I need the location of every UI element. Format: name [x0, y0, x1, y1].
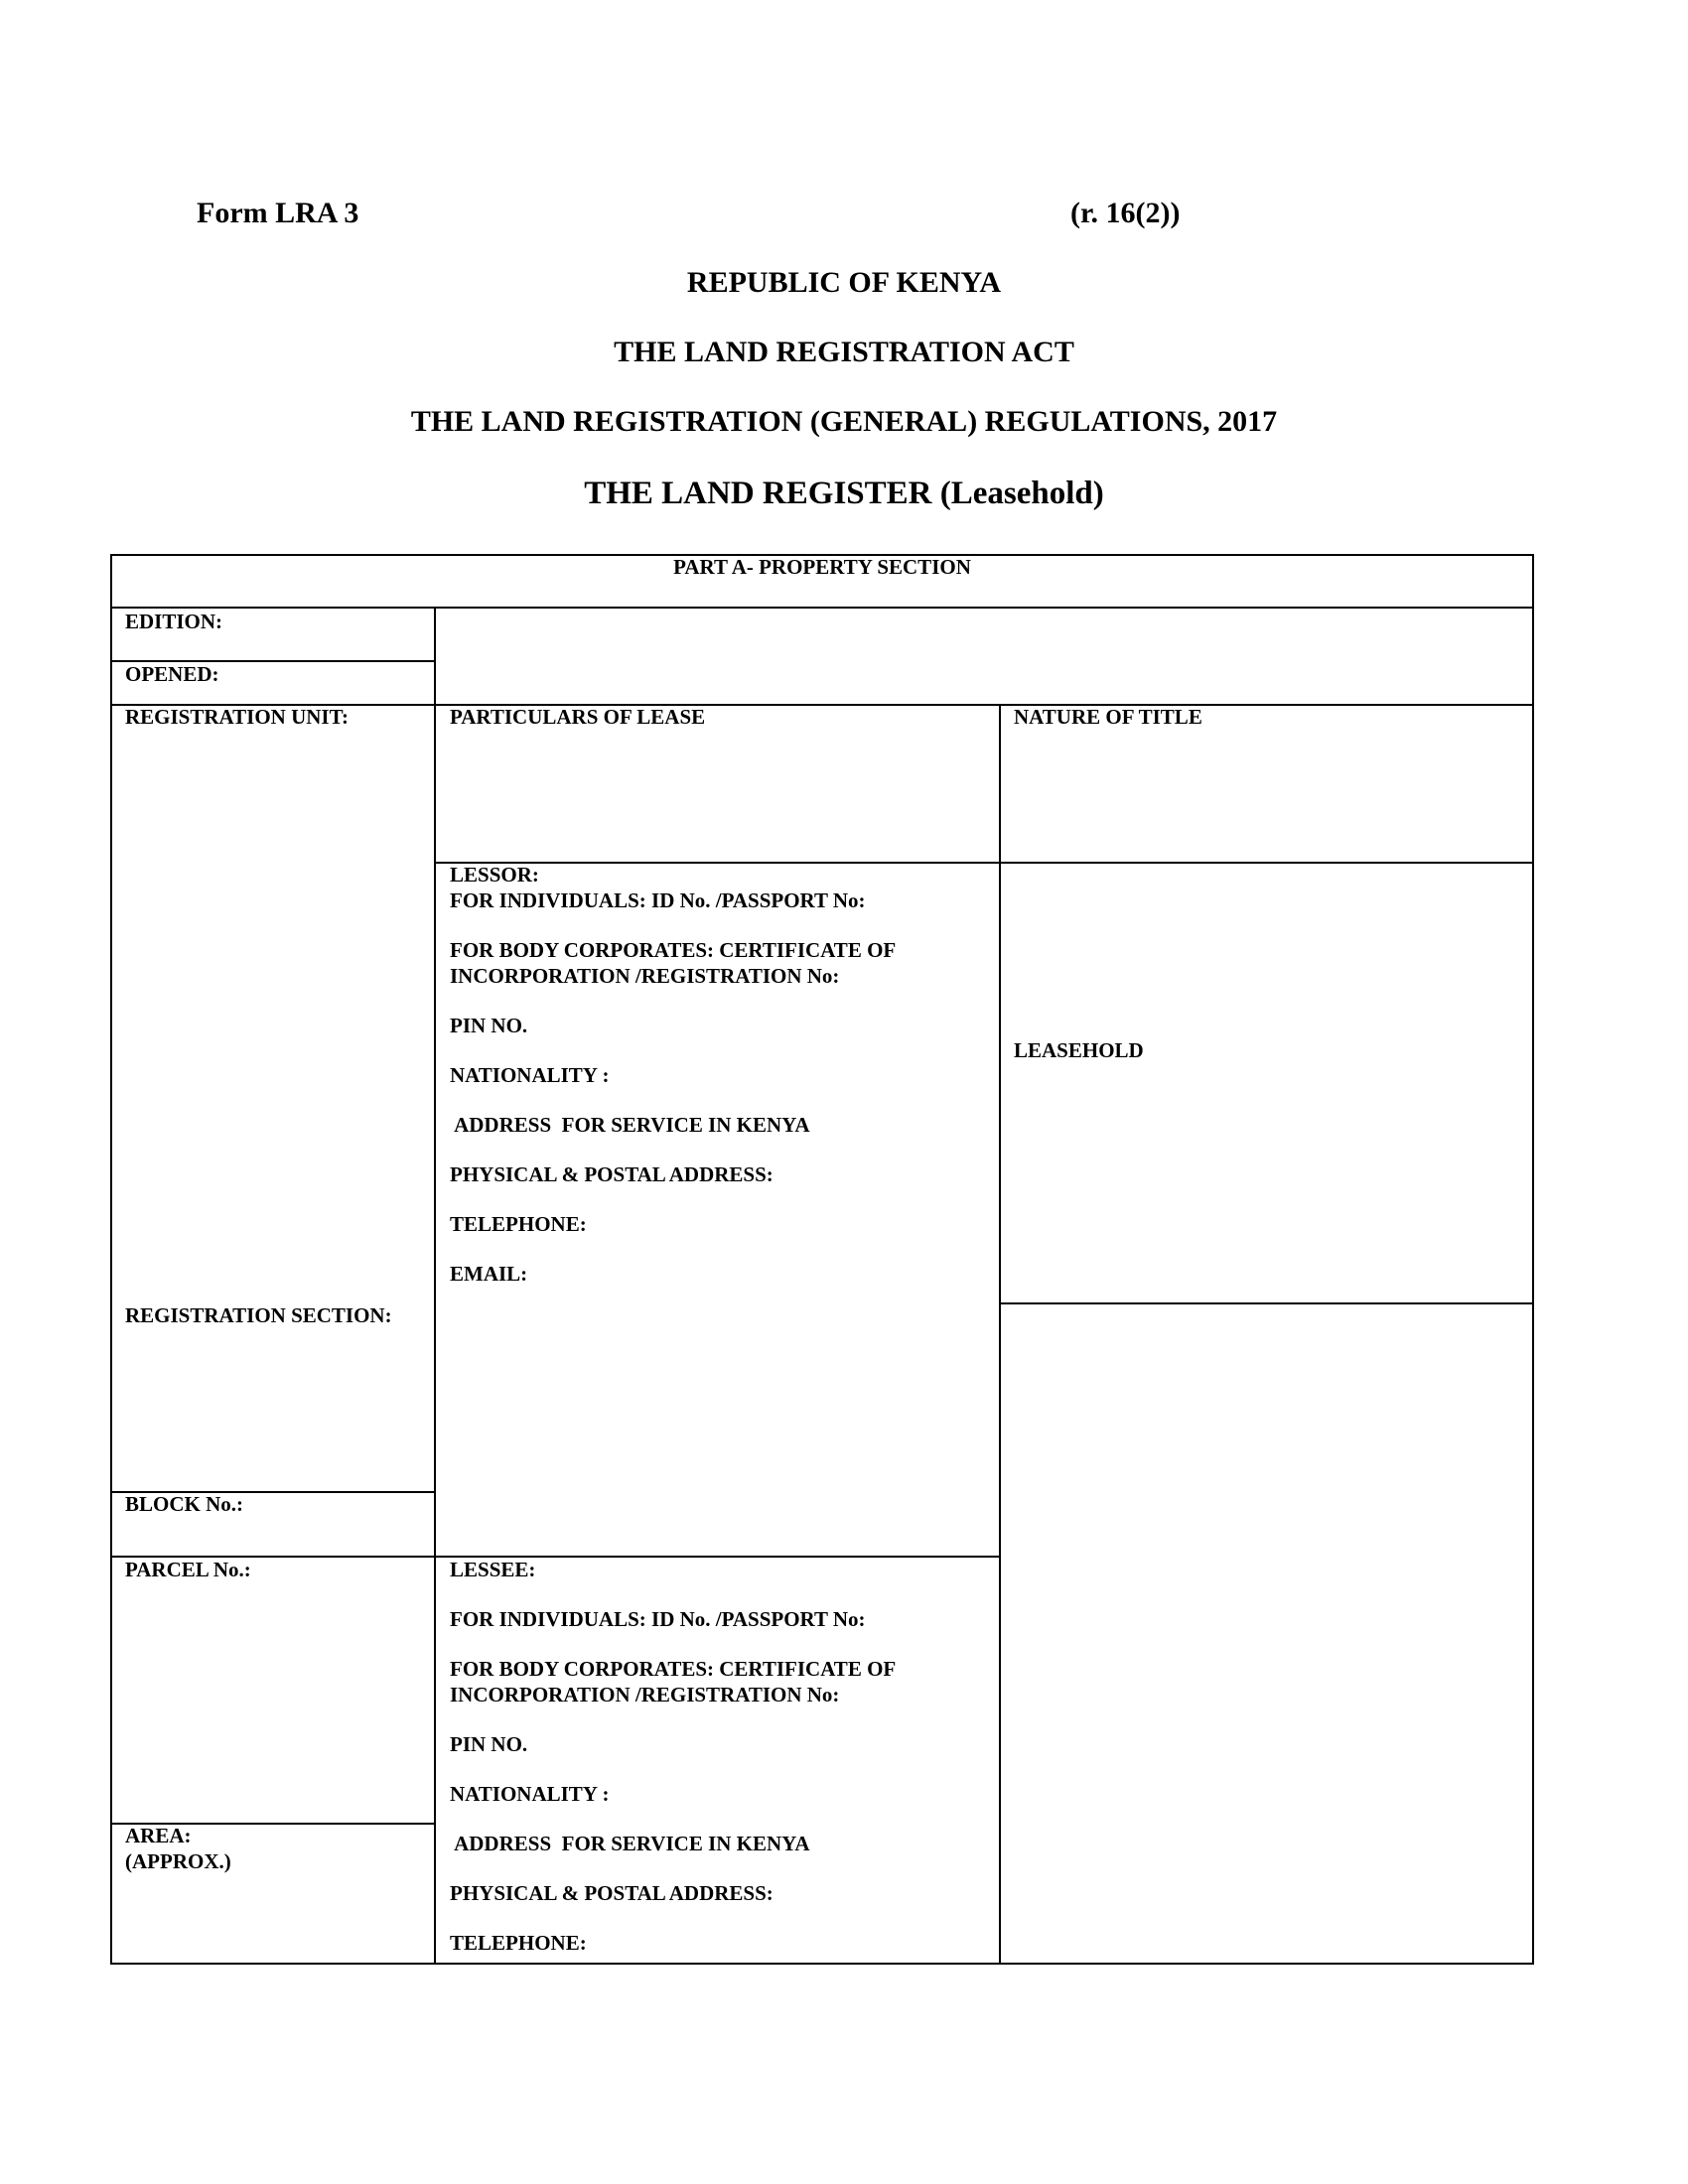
particulars-of-lease-label: PARTICULARS OF LEASE [450, 705, 706, 729]
lessor-telephone: TELEPHONE: [450, 1212, 587, 1236]
registration-section-label: REGISTRATION SECTION: [125, 1303, 392, 1327]
parcel-no-label: PARCEL No.: [125, 1558, 251, 1581]
lessee-title: LESSEE: [450, 1558, 536, 1581]
register-title: THE LAND REGISTER (Leasehold) [584, 476, 1104, 511]
leasehold-value: LEASEHOLD [1014, 1038, 1144, 1062]
lessee-pin: PIN NO. [450, 1732, 528, 1756]
lessor-pin: PIN NO. [450, 1014, 528, 1037]
republic-heading: REPUBLIC OF KENYA [686, 266, 1002, 299]
lessee-body-corporates: FOR BODY CORPORATES: CERTIFICATE OF [450, 1657, 897, 1681]
column-divider [434, 607, 436, 1965]
edition-label: EDITION: [125, 610, 223, 633]
row-divider [999, 1302, 1534, 1304]
lessor-body-corporates: FOR BODY CORPORATES: CERTIFICATE OF [450, 938, 897, 962]
area-title: AREA: [125, 1824, 192, 1847]
table-border-left [110, 554, 112, 1965]
regulations-heading: THE LAND REGISTRATION (GENERAL) REGULATIONS, 2017 [410, 405, 1278, 438]
lessee-physical-postal: PHYSICAL & POSTAL ADDRESS: [450, 1881, 774, 1905]
area-label [125, 1823, 231, 1874]
lessee-incorporation: INCORPORATION /REGISTRATION No: [450, 1683, 840, 1706]
opened-label: OPENED: [125, 662, 219, 686]
column-divider [999, 704, 1001, 1965]
lessor-physical-postal: PHYSICAL & POSTAL ADDRESS: [450, 1162, 774, 1186]
row-divider [110, 607, 1534, 609]
lessor-title: LESSOR: [450, 863, 539, 887]
lessor-incorporation: INCORPORATION /REGISTRATION No: [450, 964, 840, 988]
lessor-individuals: FOR INDIVIDUALS: ID No. /PASSPORT No: [450, 888, 866, 912]
block-no-label: BLOCK No.: [125, 1492, 244, 1516]
lessor-address-service: ADDRESS FOR SERVICE IN KENYA [450, 1113, 810, 1137]
lessee-nationality: NATIONALITY : [450, 1782, 610, 1806]
act-heading: THE LAND REGISTRATION ACT [614, 336, 1074, 368]
part-a-title: PART A- PROPERTY SECTION [673, 555, 971, 579]
form-id: Form LRA 3 [197, 197, 359, 229]
lessor-section [450, 862, 896, 1287]
table-border-right [1532, 554, 1534, 1965]
registration-unit-label: REGISTRATION UNIT: [125, 705, 350, 729]
table-border-bottom [110, 1963, 1534, 1965]
lessee-section [450, 1557, 896, 1956]
lessee-individuals: FOR INDIVIDUALS: ID No. /PASSPORT No: [450, 1607, 866, 1631]
lessee-telephone: TELEPHONE: [450, 1931, 587, 1955]
nature-of-title-label: NATURE OF TITLE [1014, 705, 1202, 729]
lessor-nationality: NATIONALITY : [450, 1063, 610, 1087]
area-approx: (APPROX.) [125, 1849, 231, 1873]
lessee-address-service: ADDRESS FOR SERVICE IN KENYA [450, 1832, 810, 1855]
rule-reference: (r. 16(2)) [1070, 197, 1181, 229]
lessor-email: EMAIL: [450, 1262, 528, 1286]
